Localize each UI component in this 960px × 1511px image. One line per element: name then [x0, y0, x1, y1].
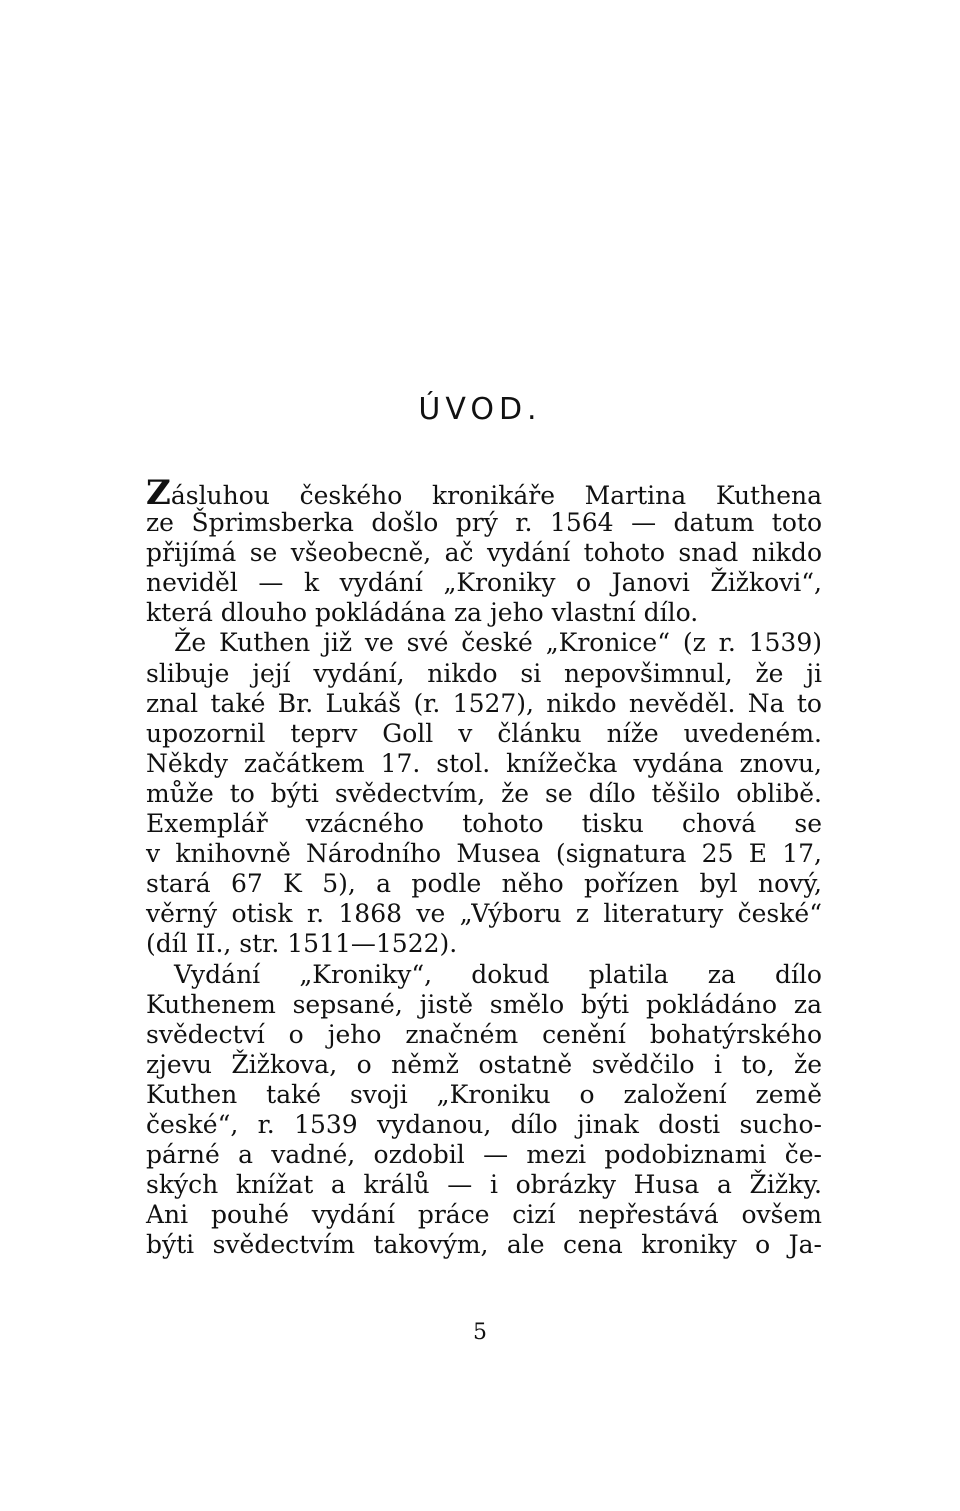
text-line: Kuthen také svoji „Kroniku o založení země: [146, 1079, 822, 1109]
text-line: párné a vadné, ozdobil — mezi podobiznami če-: [146, 1140, 822, 1170]
text-line: přijímá se všeobecně, ač vydání tohoto snad nikdo: [146, 538, 822, 568]
text-line: Vydání „Kroniky“, dokud platila za dílo: [174, 959, 822, 989]
text-line: neviděl — k vydání „Kroniky o Janovi Žižkovi“,: [146, 568, 822, 598]
text-line: svědectví o jeho značném cenění bohatýrského: [146, 1019, 822, 1049]
text-line: ze Šprimsberka došlo prý r. 1564 — datum toto: [146, 508, 822, 538]
text-line: upozornil teprv Goll v článku níže uvedeném.: [146, 718, 822, 748]
text-line: Exemplář vzácného tohoto tisku chová se: [146, 809, 822, 839]
page-number: 5: [473, 1320, 487, 1345]
text-line: stará 67 K 5), a podle něho pořízen byl nový,: [146, 869, 822, 899]
drop-cap: Z: [146, 473, 171, 513]
body-text: [146, 473, 822, 1260]
text-line: slibuje její vydání, nikdo si nepovšimnul, že ji: [146, 658, 822, 688]
text-line: Někdy začátkem 17. stol. knížečka vydána znovu,: [146, 748, 822, 778]
text-line: Že Kuthen již ve své české „Kronice“ (z r. 1539): [174, 628, 822, 658]
text-line: může to býti svědectvím, že se dílo těšilo oblibě.: [146, 778, 822, 808]
text-line: v knihovně Národního Musea (signatura 25 E 17,: [146, 839, 822, 869]
text-line: české“, r. 1539 vydanou, dílo jinak dosti sucho-: [146, 1109, 822, 1139]
line-text: ásluhou českého kronikáře Martina Kuthena: [170, 481, 822, 510]
text-line: která dlouho pokládána za jeho vlastní dílo.: [146, 598, 699, 628]
text-line: znal také Br. Lukáš (r. 1527), nikdo nevěděl. Na to: [146, 688, 822, 718]
text-line: (díl II., str. 1511—1522).: [146, 929, 458, 959]
text-line: býti svědectvím takovým, ale cena kroniky o Ja-: [146, 1230, 822, 1260]
text-line: [146, 473, 822, 513]
text-line: věrný otisk r. 1868 ve „Výboru z literatury české“: [146, 899, 822, 929]
text-line: ských knížat a králů — i obrázky Husa a Žižky.: [146, 1170, 822, 1200]
text-line: zjevu Žižkova, o němž ostatně svědčilo i to, že: [146, 1049, 822, 1079]
text-line: Kuthenem sepsané, jistě smělo býti pokládáno za: [146, 989, 822, 1019]
text-line: Ani pouhé vydání práce cizí nepřestává ovšem: [146, 1200, 822, 1230]
chapter-heading: ÚVOD.: [418, 392, 542, 427]
